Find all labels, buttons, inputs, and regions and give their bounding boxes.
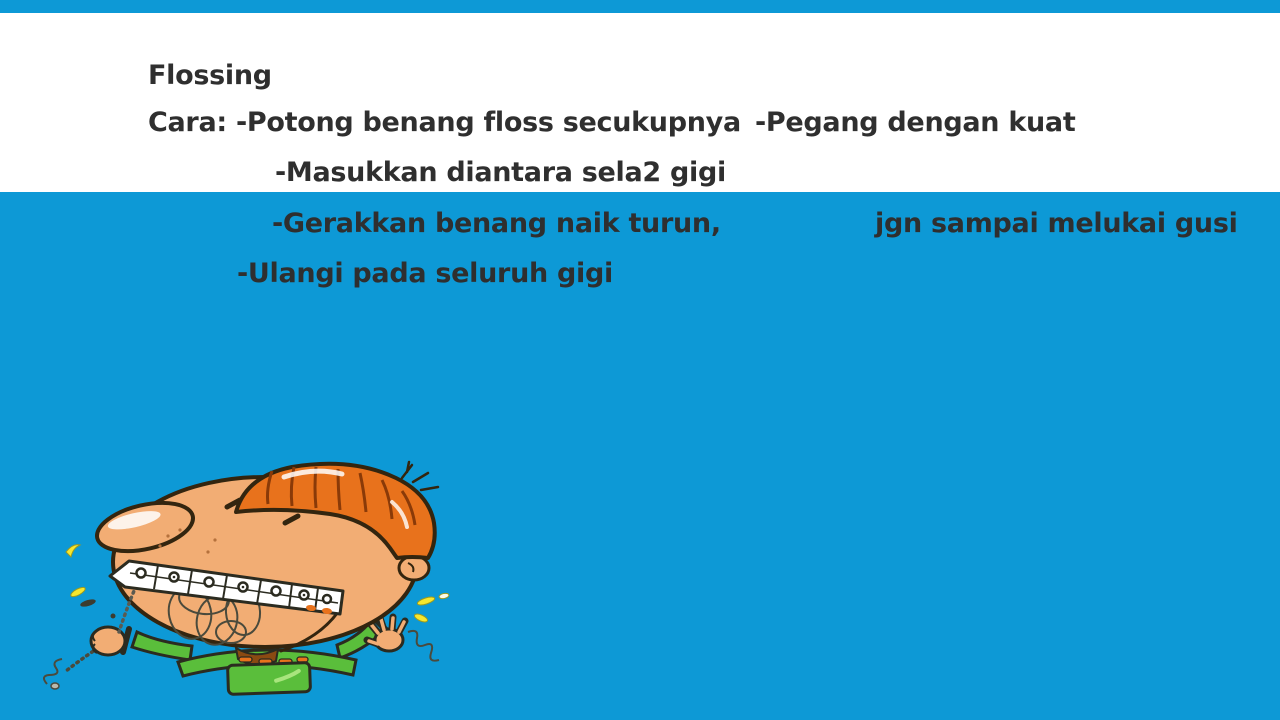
slide-title: Flossing — [148, 60, 272, 91]
instruction-masukkan: -Masukkan diantara sela2 gigi — [275, 157, 726, 188]
instruction-jgn-melukai: jgn sampai melukai gusi — [875, 208, 1238, 239]
instruction-pegang: -Pegang dengan kuat — [755, 107, 1076, 138]
head — [92, 462, 438, 651]
instruction-ulangi: -Ulangi pada seluruh gigi — [237, 258, 613, 289]
floss-end-left — [44, 648, 98, 689]
shirt — [178, 648, 356, 694]
floss-end-right — [408, 631, 439, 661]
instruction-cara-potong: Cara: -Potong benang floss secukupnya — [148, 107, 741, 138]
flossing-boy-cartoon — [40, 460, 460, 710]
instruction-gerakkan: -Gerakkan benang naik turun, — [272, 208, 721, 239]
